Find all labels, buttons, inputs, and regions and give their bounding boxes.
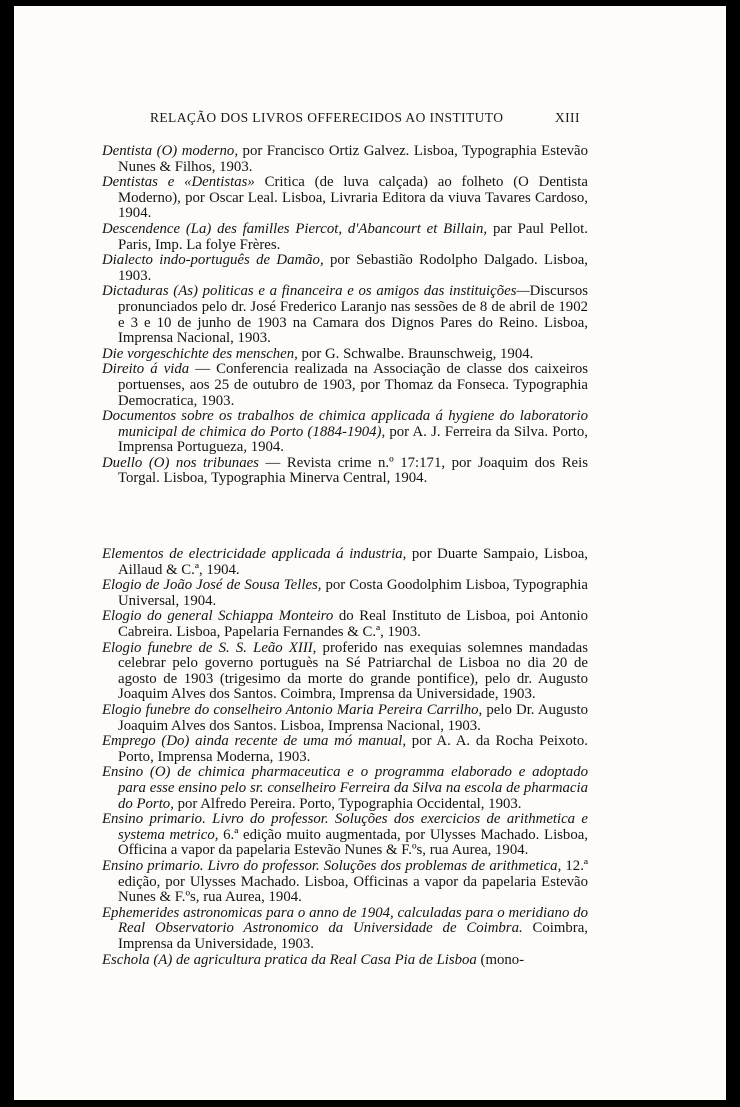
entry-title: Elementos de electricidade applicada á industria, bbox=[102, 546, 407, 563]
entry-details: por G. Schwalbe. Braunschweig, 1904. bbox=[297, 345, 534, 362]
list-item bbox=[102, 859, 588, 906]
entry-title: Eschola (A) de agricultura pratica da Real Casa Pia de Lisboa bbox=[102, 951, 477, 968]
section-gap bbox=[102, 487, 588, 547]
entry-title: Elogio funebre de S. S. Leão XIII, bbox=[102, 639, 317, 656]
entry-details: do Real Instituto de Lisboa, poi Antonio Cabreira. Lisboa, Papelaria Fernandes & C.ª, 1903. bbox=[118, 608, 588, 641]
entry-title: Dialecto indo-português de Damão, bbox=[102, 252, 324, 269]
list-item bbox=[102, 409, 588, 456]
list-item bbox=[102, 284, 588, 346]
entry-title: Ensino (O) de chimica pharmaceutica e o programma elaborado e adoptado para esse ensino pelo sr. conselheiro Ferreira da Silva na escola de pharmacia do Porto, bbox=[102, 764, 588, 812]
entry-details: por A. J. Ferreira da Silva. Porto, Imprensa Portugueza, 1904. bbox=[118, 423, 588, 456]
entry-details: par Paul Pellot. Paris, Imp. La folye Frères. bbox=[118, 220, 588, 253]
entry-details: Discursos pronunciados pelo dr. José Frederico Laranjo nas sessões de 8 de abril de 1902 e 3 e 10 de junho de 1903 na Camara dos Dignos Pares do Reino. Lisboa, Imprensa Nacional, 1903. bbox=[118, 283, 588, 347]
entry-title: Ephemerides astronomicas para o anno de 1904, calculadas para o meridiano do Real Observatorio Astronomico da Universidade de Coimbra. bbox=[102, 904, 588, 937]
entry-details: pelo Dr. Augusto Joaquim Alves dos Santos. Lisboa, Imprensa Nacional, 1903. bbox=[118, 702, 588, 734]
page-number: XIII bbox=[555, 110, 580, 125]
entry-title: Emprego (Do) ainda recente de uma mó manual, bbox=[102, 733, 407, 750]
entry-title: Elogio do general Schiappa Monteiro bbox=[102, 608, 334, 625]
entry-title: Dentistas e «Dentistas» bbox=[102, 174, 255, 191]
section-e-entries bbox=[102, 547, 588, 968]
entry-details: Coimbra, Imprensa da Universidade, 1903. bbox=[118, 920, 588, 952]
entry-details: proferido nas exequias solemnes mandadas celebrar pelo governo portuguès na Sé Patriarchal de Lisboa no dia 20 de agosto de 1903 (trigesimo da morte do grande pontifice), pelo dr. Augusto Joaquim Alves dos Santos. Coimbra, Imprensa da Universidade, 1903. bbox=[118, 639, 589, 703]
entry-details: por Costa Goodolphim Lisboa, Typographia Universal, 1904. bbox=[118, 577, 588, 609]
list-item bbox=[102, 144, 588, 175]
catalogue-listing bbox=[102, 144, 588, 968]
entry-details: por Duarte Sampaio, Lisboa, Aillaud & C.ª, 1904. bbox=[118, 546, 588, 578]
entry-details: (mono- bbox=[476, 951, 525, 968]
entry-title: Ensino primario. Livro do professor. Soluções dos problemas de arithmetica, bbox=[102, 857, 562, 874]
list-item bbox=[102, 362, 588, 409]
list-item bbox=[102, 578, 588, 609]
list-item bbox=[102, 641, 588, 703]
document-page bbox=[14, 6, 726, 1100]
entry-details: — Conferencia realizada na Associação de classe dos caixeiros portuenses, aos 25 de outubro de 1903, por Thomaz da Fonseca. Typographia Democratica, 1903. bbox=[118, 361, 588, 409]
list-item bbox=[102, 906, 588, 953]
entry-details: Critica (de luva calçada) ao folheto (O Dentista Moderno), por Oscar Leal. Lisboa, Livraria Editora da viuva Tavares Cardoso, 1904. bbox=[118, 174, 588, 222]
list-item bbox=[102, 609, 588, 640]
list-item bbox=[102, 253, 588, 284]
entry-title: Elogio funebre do conselheiro Antonio Maria Pereira Carrilho, bbox=[102, 702, 483, 718]
entry-title: Ensino primario. Livro do professor. Soluções dos exercicios de arithmetica e systema metrico, bbox=[102, 811, 588, 843]
entry-title: Direito á vida bbox=[102, 361, 190, 378]
list-item bbox=[102, 222, 588, 253]
list-item bbox=[102, 456, 588, 487]
entry-title: Duello (O) nos tribunaes bbox=[102, 454, 259, 471]
entry-title: Die vorgeschichte des menschen, bbox=[102, 345, 298, 362]
entry-details: 12.ª edição, por Ulysses Machado. Lisboa, Officinas a vapor da papelaria Estevão Nunes & F.ºs, rua Aurea, 1904. bbox=[118, 857, 588, 906]
entry-title: Dictaduras (As) politicas e a financeira e os amigos das instituições— bbox=[102, 283, 530, 300]
list-item bbox=[102, 765, 588, 812]
list-item bbox=[102, 547, 588, 578]
list-item bbox=[102, 953, 588, 969]
entry-title: Dentista (O) moderno, bbox=[102, 143, 239, 159]
entry-title: Documentos sobre os trabalhos de chimica applicada á hygiene do laboratorio municipal de chimica do Porto (1884-1904), bbox=[102, 408, 588, 440]
entry-details: por Sebastião Rodolpho Dalgado. Lisboa, 1903. bbox=[118, 252, 588, 284]
entry-title: Descendence (La) des familles Piercot, d'Abancourt et Billain, bbox=[102, 220, 488, 237]
section-d-entries bbox=[102, 144, 588, 487]
list-item bbox=[102, 812, 588, 859]
entry-title: Elogio de João José de Sousa Telles, bbox=[102, 577, 322, 594]
list-item bbox=[102, 703, 588, 734]
running-header-title: RELAÇÃO DOS LIVROS OFFERECIDOS AO INSTITUTO bbox=[150, 110, 504, 125]
list-item bbox=[102, 734, 588, 765]
list-item bbox=[102, 175, 588, 222]
entry-details: por Francisco Ortiz Galvez. Lisboa, Typographia Estevão Nunes & Filhos, 1903. bbox=[118, 143, 589, 175]
entry-details: por A. A. da Rocha Peixoto. Porto, Imprensa Moderna, 1903. bbox=[118, 733, 588, 765]
entry-details: 6.ª edição muito augmentada, por Ulysses Machado. Lisboa, Officina a vapor da papelaria Estevão Nunes & F.ºs, rua Aurea, 1904. bbox=[118, 826, 588, 859]
entry-details: — Revista crime n.º 17:171, por Joaquim dos Reis Torgal. Lisboa, Typographia Minerva Central, 1904. bbox=[118, 454, 588, 487]
entry-details: por Alfredo Pereira. Porto, Typographia Occidental, 1903. bbox=[173, 795, 522, 812]
list-item bbox=[102, 347, 588, 363]
